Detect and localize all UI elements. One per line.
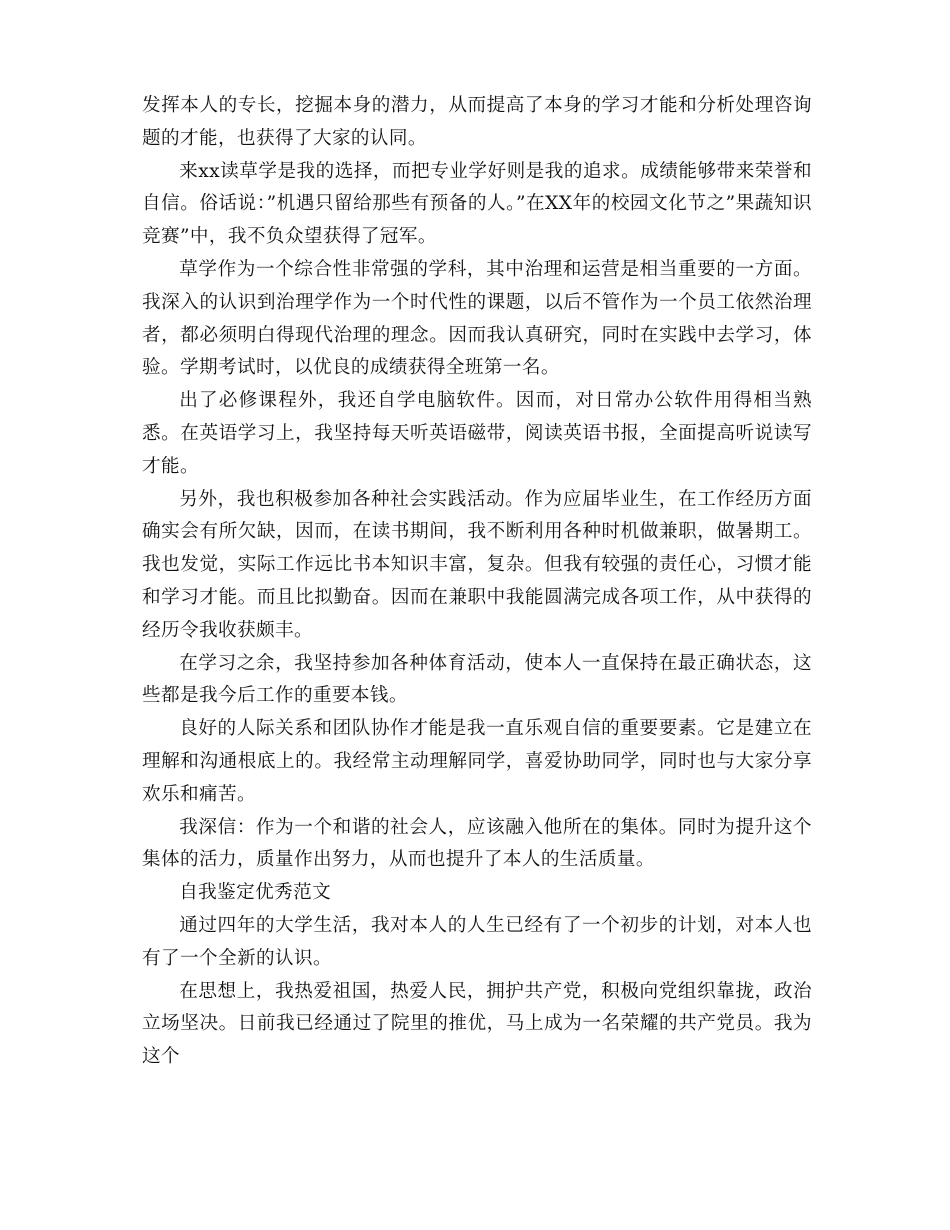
paragraph: 出了必修课程外，我还自学电脑软件。因而，对日常办公软件用得相当熟悉。在英语学习上，我坚持每天听英语磁带，阅读英语书报，全面提高听说读写才能。	[142, 390, 812, 477]
paragraph: 通过四年的大学生活，我对本人的人生已经有了一个初步的计划，对本人也有了一个全新的认识。	[142, 914, 812, 969]
paragraph: 来xx读草学是我的选择，而把专业学好则是我的追求。成绩能够带来荣誉和自信。俗话说：”机遇只留给那些有预备的人。”在XX年的校园文化节之”果蔬知识竞赛”中，我不负众望获得了冠军。	[142, 160, 812, 248]
document-body	[142, 90, 812, 1074]
paragraph: 我深信：作为一个和谐的社会人，应该融入他所在的集体。同时为提升这个集体的活力，质量作出努力，从而也提升了本人的生活质量。	[142, 816, 812, 871]
paragraph: 在思想上，我热爱祖国，热爱人民，拥护共产党，积极向党组织靠拢，政治立场坚决。日前我已经通过了院里的推优，马上成为一名荣耀的共产党员。我为这个	[142, 980, 812, 1068]
paragraph: 发挥本人的专长，挖掘本身的潜力，从而提高了本身的学习才能和分析处理咨询题的才能，也获得了大家的认同。	[142, 95, 812, 149]
paragraph: 在学习之余，我坚持参加各种体育活动，使本人一直保持在最正确状态，这些都是我今后工作的重要本钱。	[142, 652, 812, 707]
paragraph: 良好的人际关系和团队协作才能是我一直乐观自信的重要要素。它是建立在理解和沟通根底上的。我经常主动理解同学，喜爱协助同学，同时也与大家分享欢乐和痛苦。	[142, 718, 812, 805]
paragraph: 草学作为一个综合性非常强的学科，其中治理和运营是相当重要的一方面。我深入的认识到治理学作为一个时代性的课题，以后不管作为一个员工依然治理者，都必须明白得现代治理的理念。因而我认真研究，同时在实践中去学习，体验。学期考试时，以优良的成绩获得全班第一名。	[142, 258, 812, 379]
paragraph: 另外，我也积极参加各种社会实践活动。作为应届毕业生，在工作经历方面确实会有所欠缺，因而，在读书期间，我不断利用各种时机做兼职，做暑期工。我也发觉，实际工作远比书本知识丰富，复杂。但我有较强的责任心，习惯才能和学习才能。而且比拟勤奋。因而在兼职中我能圆满完成各项工作，从中获得的经历令我收获颇丰。	[142, 488, 812, 641]
section-heading: 自我鉴定优秀范文	[179, 882, 332, 904]
